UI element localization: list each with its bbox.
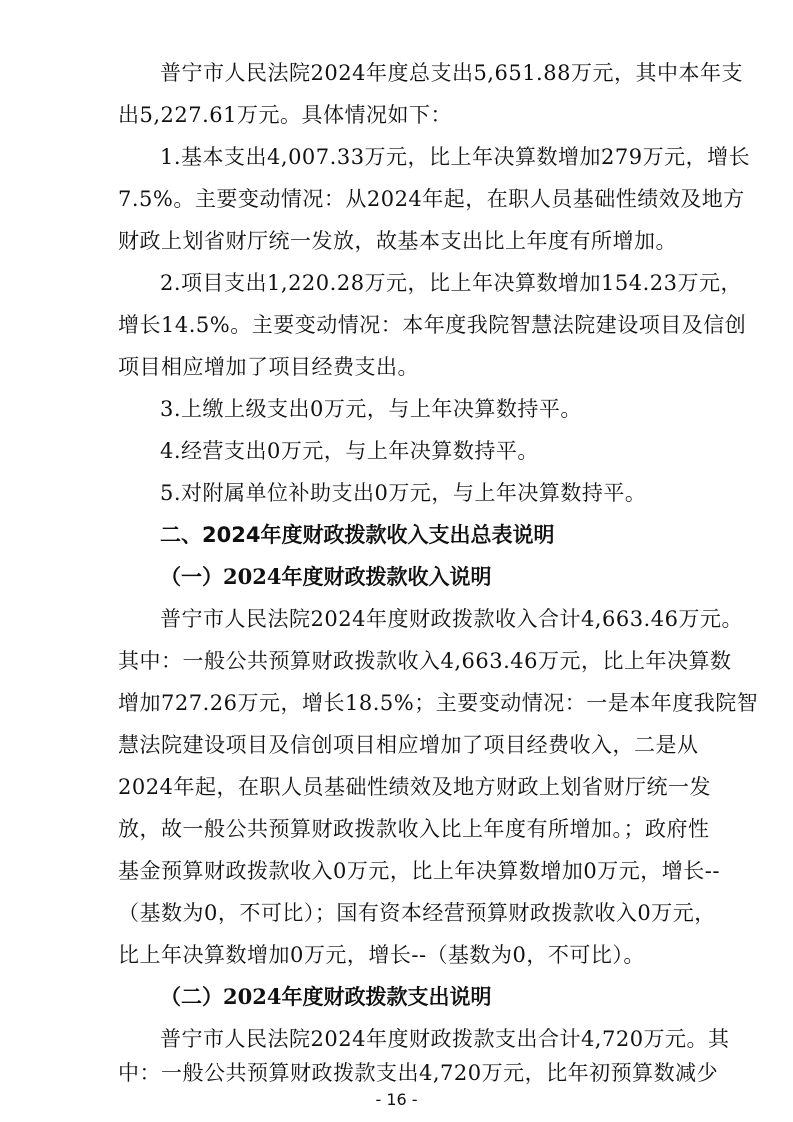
- paragraph-line: 普宁市人民法院2024年度财政拨款支出合计4,720万元。其: [160, 1027, 730, 1051]
- paragraph-line: 基金预算财政拨款收入0万元，比上年决算数增加0万元，增长--: [118, 859, 720, 883]
- subsection-heading: （二）2024年度财政拨款支出说明: [160, 984, 492, 1009]
- paragraph-line: 慧法院建设项目及信创项目相应增加了项目经费收入，二是从: [118, 733, 699, 757]
- paragraph-line: 项目相应增加了项目经费支出。: [118, 355, 419, 379]
- subsection-heading: （一）2024年度财政拨款收入说明: [160, 564, 492, 589]
- paragraph-line: （基数为0，不可比）；国有资本经营预算财政拨款收入0万元，: [118, 901, 716, 925]
- paragraph-line: 出5,227.61万元。具体情况如下：: [118, 103, 453, 127]
- paragraph-line: 比上年决算数增加0万元，增长--（基数为0，不可比）。: [118, 943, 645, 967]
- paragraph-line: 中：一般公共预算财政拨款支出4,720万元，比年初预算数减少: [118, 1061, 719, 1085]
- paragraph-line: 增长14.5%。主要变动情况：本年度我院智慧法院建设项目及信创: [118, 313, 747, 337]
- paragraph-line: 3.上缴上级支出0万元，与上年决算数持平。: [160, 397, 582, 421]
- paragraph-line: 普宁市人民法院2024年度财政拨款收入合计4,663.46万元。: [160, 607, 743, 631]
- paragraph-line: 5.对附属单位补助支出0万元，与上年决算数持平。: [160, 481, 647, 505]
- paragraph-line: 其中：一般公共预算财政拨款收入4,663.46万元，比上年决算数: [118, 649, 732, 673]
- paragraph-line: 财政上划省财厅统一发放，故基本支出比上年度有所增加。: [118, 229, 677, 253]
- page-number: - 16 -: [375, 1090, 418, 1109]
- paragraph-line: 放，故一般公共预算财政拨款收入比上年度有所增加。；政府性: [118, 817, 710, 841]
- paragraph-line: 2024年起，在职人员基础性绩效及地方财政上划省财厅统一发: [118, 775, 711, 799]
- paragraph-line: 增加727.26万元，增长18.5%；主要变动情况：一是本年度我院智: [118, 691, 759, 715]
- paragraph-line: 1.基本支出4,007.33万元，比上年决算数增加279万元，增长: [160, 145, 751, 169]
- paragraph-line: 7.5%。主要变动情况：从2024年起，在职人员基础性绩效及地方: [118, 187, 745, 211]
- paragraph-line: 4.经营支出0万元，与上年决算数持平。: [160, 439, 539, 463]
- paragraph-line: 2.项目支出1,220.28万元，比上年决算数增加154.23万元，: [160, 271, 743, 295]
- paragraph-line: 普宁市人民法院2024年度总支出5,651.88万元，其中本年支: [160, 61, 743, 85]
- section-heading: 二、2024年度财政拨款收入支出总表说明: [160, 523, 555, 547]
